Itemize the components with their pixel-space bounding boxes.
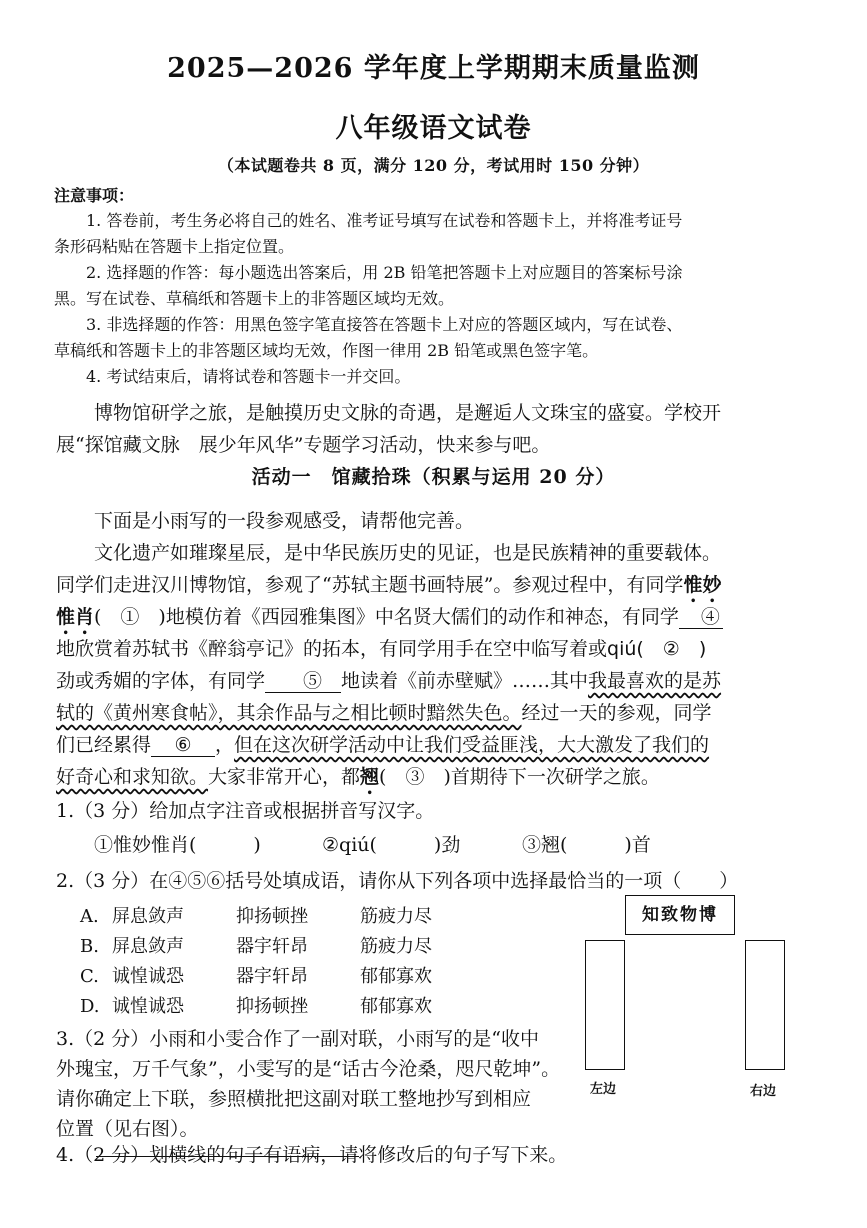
dotted-chars: 惟肖 — [56, 606, 95, 628]
q2-option-c[interactable] — [80, 962, 432, 988]
blank-1[interactable]: ( ① ) — [94, 606, 166, 628]
passage-text: 地模仿着《西园雅集图》中名贤大儒们的动作和神态，有同学 — [165, 606, 679, 628]
passage-text: 们已经累得 — [56, 734, 152, 756]
notice-line: 3. 非选择题的作答：用黑色签字笔直接答在答题卡上对应的答题区域内，写在试卷、 — [86, 315, 683, 334]
underlined-sentence: 轼的《黄州寒食帖》，其余作品与之相比顿时黯然失色。 — [56, 702, 522, 724]
option-letter: D. — [80, 996, 100, 1017]
passage-line — [56, 634, 706, 661]
blank-3[interactable]: ( ③ )首期待下一次研学之旅。 — [379, 766, 660, 788]
passage-line — [56, 698, 712, 725]
q1-item[interactable]: ①惟妙惟肖( ) — [94, 834, 261, 856]
exam-note: （本试题卷共 8 页，满分 120 分，考试用时 150 分钟） — [217, 156, 650, 175]
option-letter: B. — [80, 936, 99, 957]
right-label: 右边 — [750, 1084, 777, 1099]
couplet-right-box[interactable] — [745, 940, 785, 1070]
passage-line — [56, 762, 660, 799]
blank-6[interactable]: ⑥ — [151, 735, 215, 757]
q3-line: 请你确定上下联，参照横批把这副对联工整地抄写到相应 — [56, 1088, 532, 1110]
section-heading: 活动一 馆藏拾珠（积累与运用 20 分） — [251, 466, 616, 488]
q2-option-a[interactable] — [80, 902, 432, 928]
exam-subtitle: 八年级语文试卷 — [335, 113, 532, 144]
q3-line: 3.（2 分）小雨和小雯合作了一副对联，小雨写的是“收中 — [56, 1028, 539, 1050]
section-lead: 下面是小雨写的一段参观感受，请帮他完善。 — [94, 510, 475, 532]
underlined-sentence: 好奇心和求知欲。 — [56, 766, 209, 788]
option-word: 屏息敛声 — [112, 906, 184, 927]
option-word: 抑扬顿挫 — [236, 996, 308, 1017]
couplet-left-box[interactable] — [585, 940, 625, 1070]
intro-line: 展“探馆藏文脉 展少年风华”专题学习活动，快来参与吧。 — [56, 434, 551, 456]
notice-line: 条形码粘贴在答题卡上指定位置。 — [54, 237, 295, 256]
q3-line: 外瑰宝，万千气象”，小雯写的是“话古今沧桑，咫尺乾坤”。 — [56, 1058, 561, 1080]
notice-heading: 注意事项： — [54, 186, 135, 205]
q4-answer-line[interactable] — [96, 1156, 359, 1157]
left-label: 左边 — [590, 1082, 617, 1097]
passage-text: 劲或秀媚的字体，有同学 — [56, 670, 266, 692]
passage-text: 同学们走进汉川博物馆，参观了“苏轼主题书画特展”。参观过程中，有同学 — [56, 574, 684, 596]
notice-line: 草稿纸和答题卡上的非答题区域均无效，作图一律用 2B 铅笔或黑色签字笔。 — [54, 341, 599, 360]
q2-option-d[interactable] — [80, 992, 432, 1018]
q1-stem: 1.（3 分）给加点字注音或根据拼音写汉字。 — [56, 800, 435, 822]
passage-line: 文化遗产如璀璨星辰，是中华民族历史的见证，也是民族精神的重要载体。 — [94, 542, 722, 564]
passage-text: 大家非常开心，都 — [208, 766, 361, 788]
passage-text: 地读着《前赤壁赋》……其中 — [341, 670, 589, 692]
blank-4[interactable]: ④ — [679, 607, 723, 629]
notice-line: 1. 答卷前，考生务必将自己的姓名、准考证号填写在试卷和答题卡上，并将准考证号 — [86, 211, 683, 230]
dotted-chars: 翘 — [360, 766, 380, 788]
underlined-sentence: 我最喜欢的是苏 — [588, 670, 722, 692]
q2-stem: 2.（3 分）在④⑤⑥括号处填成语，请你从下列各项中选择最恰当的一项（ ） — [56, 870, 739, 892]
option-word: 诚惶诚恐 — [112, 966, 184, 987]
notice-line: 2. 选择题的作答：每小题选出答案后，用 2B 铅笔把答题卡上对应题目的答案标号涂 — [86, 263, 683, 282]
intro-line: 博物馆研学之旅，是触摸历史文脉的奇遇，是邂逅人文珠宝的盛宴。学校开 — [94, 402, 722, 424]
option-word: 筋疲力尽 — [360, 906, 432, 927]
option-word: 筋疲力尽 — [360, 936, 432, 957]
blank-5[interactable]: ⑤ — [265, 671, 341, 693]
option-word: 器宇轩昂 — [236, 966, 308, 987]
couplet-hengpi: 知致物博 — [625, 895, 735, 935]
option-word: 屏息敛声 — [112, 936, 184, 957]
option-word: 诚惶诚恐 — [112, 996, 184, 1017]
underlined-sentence: 但在这次研学活动中让我们受益匪浅，大大激发了我们的 — [234, 734, 710, 756]
option-word: 郁郁寡欢 — [360, 966, 432, 987]
q3-line: 位置（见右图）。 — [56, 1118, 199, 1140]
q1-item[interactable]: ③翘( )首 — [522, 834, 651, 856]
option-word: 抑扬顿挫 — [236, 906, 308, 927]
notice-line: 4. 考试结束后，请将试卷和答题卡一并交回。 — [86, 367, 411, 386]
option-letter: A. — [80, 906, 99, 927]
passage-line — [56, 730, 709, 757]
passage-text: 地欣赏着苏轼书《醉翁亭记》的拓本，有同学用手在空中临写着或 — [56, 638, 608, 660]
q1-item[interactable]: ②qiú( )劲 — [322, 834, 461, 856]
passage-text: 经过一天的参观，同学 — [521, 702, 712, 724]
blank-2[interactable]: qiú( ② ) — [607, 638, 707, 660]
passage-line — [56, 666, 721, 693]
option-word: 器宇轩昂 — [236, 936, 308, 957]
passage-text: ， — [215, 734, 235, 756]
q4-stem: 4.（2 分）划横线的句子有语病，请将修改后的句子写下来。 — [56, 1144, 568, 1166]
notice-line: 黑。写在试卷、草稿纸和答题卡上的非答题区域均无效。 — [54, 289, 455, 308]
option-letter: C. — [80, 966, 99, 987]
option-word: 郁郁寡欢 — [360, 996, 432, 1017]
exam-title: 2025—2026 学年度上学期期末质量监测 — [167, 53, 700, 84]
dotted-chars: 惟妙 — [683, 574, 722, 596]
q2-option-b[interactable] — [80, 932, 432, 958]
